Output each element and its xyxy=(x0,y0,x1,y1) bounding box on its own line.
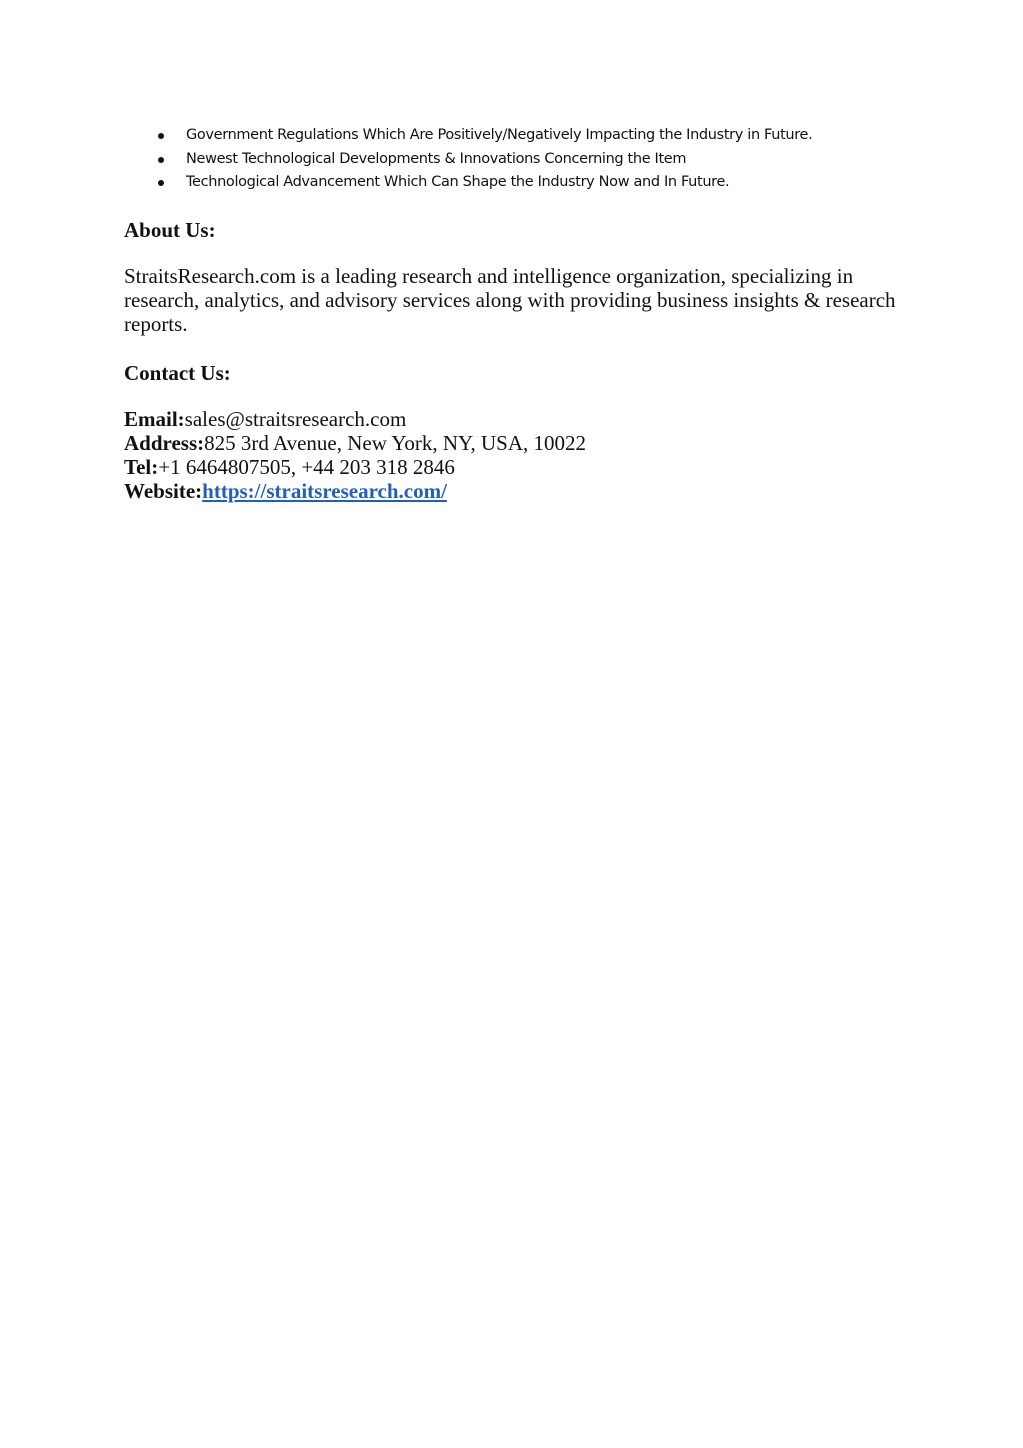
address-line xyxy=(124,431,586,455)
about-heading: About Us: xyxy=(124,218,216,242)
bullet-item xyxy=(156,171,812,195)
bullet-icon xyxy=(158,157,164,163)
address-label: Address: xyxy=(124,431,205,455)
bullet-item xyxy=(156,124,812,148)
email-line xyxy=(124,407,586,431)
tel-value: +1 6464807505, +44 203 318 2846 xyxy=(158,455,455,479)
bullet-icon xyxy=(158,133,164,139)
bullet-item xyxy=(156,148,812,172)
website-label: Website: xyxy=(124,479,203,503)
tel-line xyxy=(124,455,586,479)
contact-details xyxy=(124,407,586,503)
contact-heading: Contact Us: xyxy=(124,361,231,385)
bullet-list xyxy=(156,124,812,195)
email-value[interactable]: sales@straitsresearch.com xyxy=(184,407,407,431)
bullet-text: Newest Technological Developments & Innovations Concerning the Item xyxy=(186,150,687,167)
address-value: 825 3rd Avenue, New York, NY, USA, 10022 xyxy=(204,431,587,455)
website-link[interactable]: https://straitsresearch.com/ xyxy=(202,479,447,503)
website-line xyxy=(124,479,586,503)
tel-label: Tel: xyxy=(124,455,159,479)
about-paragraph: StraitsResearch.com is a leading research and intelligence organization, specializing in research, analytics, and advisory services along with providing business insights & research reports. xyxy=(124,264,896,336)
bullet-icon xyxy=(158,180,164,186)
email-label: Email: xyxy=(124,407,185,431)
bullet-text: Technological Advancement Which Can Shape the Industry Now and In Future. xyxy=(186,174,730,190)
bullet-text: Government Regulations Which Are Positively/Negatively Impacting the Industry in Future. xyxy=(186,127,813,143)
